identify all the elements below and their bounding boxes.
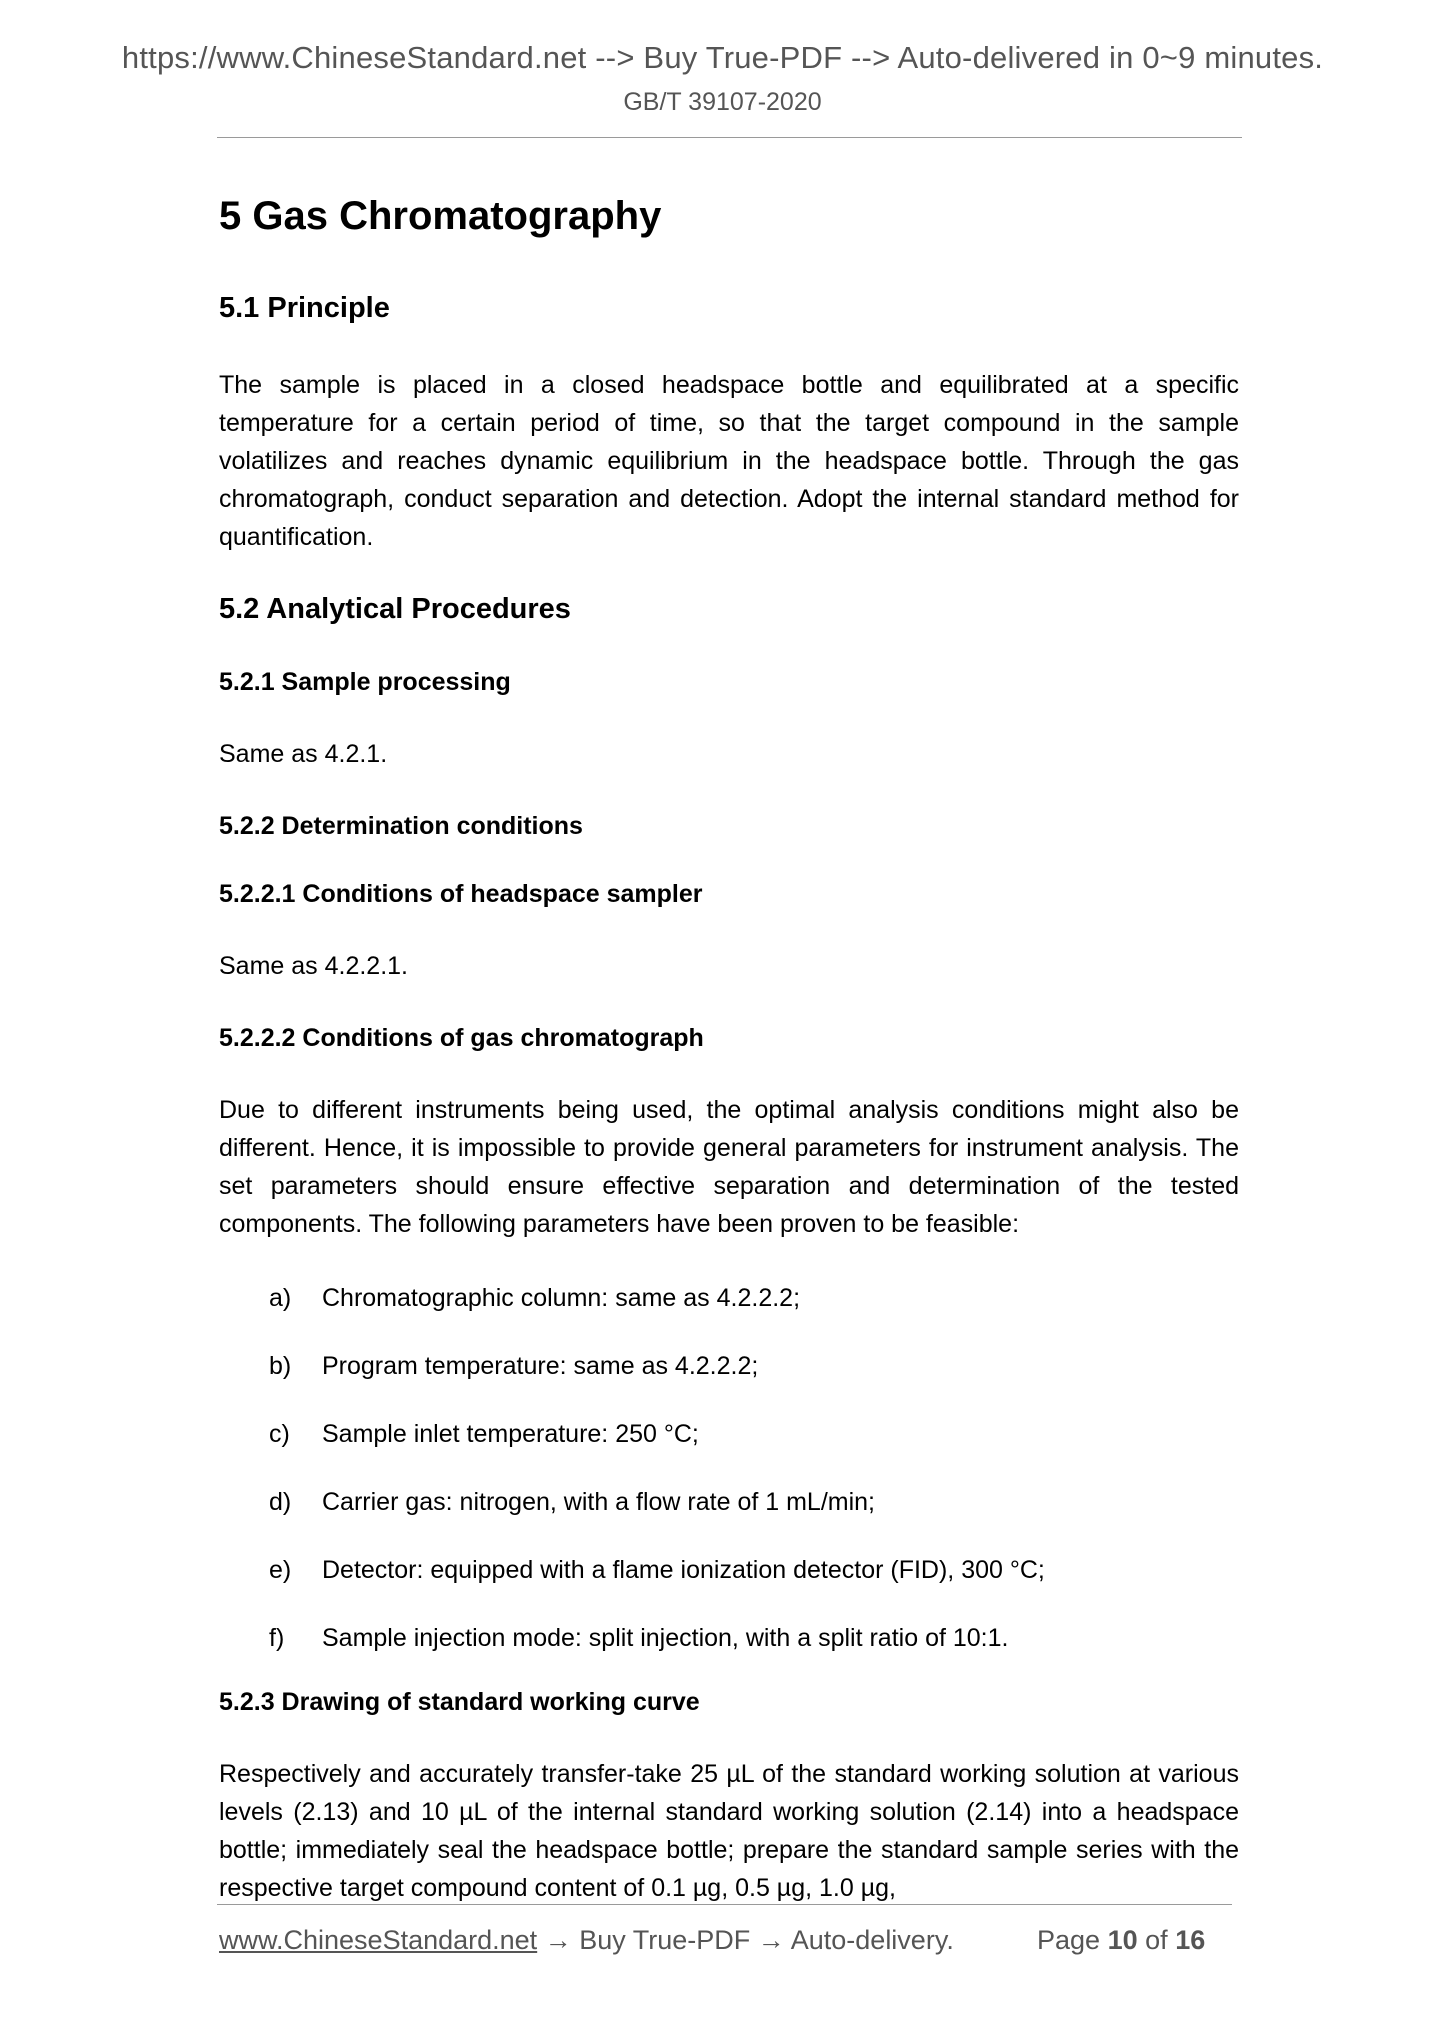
list-item xyxy=(219,1279,1239,1317)
footer-page-total: 16 xyxy=(1175,1925,1206,1955)
list-marker: b) xyxy=(269,1351,292,1380)
header-url-line: https://www.ChineseStandard.net --> Buy True-PDF --> Auto-delivered in 0~9 minutes. xyxy=(121,40,1324,75)
heading-5-2-2-2: 5.2.2.2 Conditions of gas chromatograph xyxy=(219,1023,704,1052)
paragraph-5-1: The sample is placed in a closed headspace bottle and equilibrated at a specific temperature for a certain period of time, so that the target compound in the sample volatilizes and reaches dynamic equilibrium in the headspace bottle. Through the gas chromatograph, conduct separation and detection. Adopt the internal standard method for quantification. xyxy=(219,370,1239,551)
section-title: 5 Gas Chromatography xyxy=(219,194,662,238)
heading-5-2: 5.2 Analytical Procedures xyxy=(219,592,571,625)
list-item xyxy=(219,1619,1239,1657)
list-item-text: Program temperature: same as 4.2.2.2; xyxy=(322,1351,759,1380)
footer-page-counter xyxy=(1037,1925,1205,1956)
heading-5-1: 5.1 Principle xyxy=(219,292,390,324)
list-item-text: Carrier gas: nitrogen, with a flow rate of 1 mL/min; xyxy=(322,1487,876,1516)
heading-5-2-1: 5.2.1 Sample processing xyxy=(219,667,511,696)
list-item xyxy=(219,1347,1239,1385)
list-marker: c) xyxy=(269,1419,290,1448)
footer-tagline: → Buy True-PDF → Auto-delivery. xyxy=(537,1925,954,1955)
list-marker: a) xyxy=(269,1283,292,1312)
paragraph-5-2-1: Same as 4.2.1. xyxy=(219,739,388,768)
paragraph-5-2-2-2: Due to different instruments being used, the optimal analysis conditions might also be different. Hence, it is impossible to provide general parameters for instrument analysis. The set parameters should ensure effective separation and determination of the tested components. The following parameters have been proven to be feasible: xyxy=(219,1095,1239,1238)
heading-5-2-3: 5.2.3 Drawing of standard working curve xyxy=(219,1687,700,1716)
heading-5-2-2: 5.2.2 Determination conditions xyxy=(219,811,583,840)
footer-page-number: 10 xyxy=(1107,1925,1138,1955)
paragraph-5-2-2-1: Same as 4.2.2.1. xyxy=(219,951,409,980)
footer-left xyxy=(219,1925,954,1956)
footer-page-word: Page xyxy=(1037,1925,1101,1955)
list-marker: e) xyxy=(269,1555,292,1584)
paragraph-5-2-3: Respectively and accurately transfer-take 25 µL of the standard working solution at various levels (2.13) and 10 µL of the internal standard working solution (2.14) into a headspace bottle; immediately seal the headspace bottle; prepare the standard sample series with the respective target compound content of 0.1 µg, 0.5 µg, 1.0 µg, xyxy=(219,1759,1239,1902)
list-item xyxy=(219,1551,1239,1589)
header-standard-number: GB/T 39107-2020 xyxy=(623,88,822,116)
list-marker: f) xyxy=(269,1623,285,1652)
list-marker: d) xyxy=(269,1487,292,1516)
list-item-text: Sample inlet temperature: 250 °C; xyxy=(322,1419,699,1448)
list-item-text: Detector: equipped with a flame ionization detector (FID), 300 °C; xyxy=(322,1555,1045,1584)
list-item-text: Chromatographic column: same as 4.2.2.2; xyxy=(322,1283,801,1312)
footer-of-word: of xyxy=(1145,1925,1168,1955)
list-item-text: Sample injection mode: split injection, with a split ratio of 10:1. xyxy=(322,1623,1009,1652)
parameter-list xyxy=(219,1279,1239,1657)
footer-divider xyxy=(217,1904,1232,1905)
footer-site-link[interactable]: www.ChineseStandard.net xyxy=(219,1925,538,1955)
document-body xyxy=(219,192,1239,1943)
list-item xyxy=(219,1483,1239,1521)
list-item xyxy=(219,1415,1239,1453)
header-divider xyxy=(217,137,1242,138)
heading-5-2-2-1: 5.2.2.1 Conditions of headspace sampler xyxy=(219,879,703,908)
